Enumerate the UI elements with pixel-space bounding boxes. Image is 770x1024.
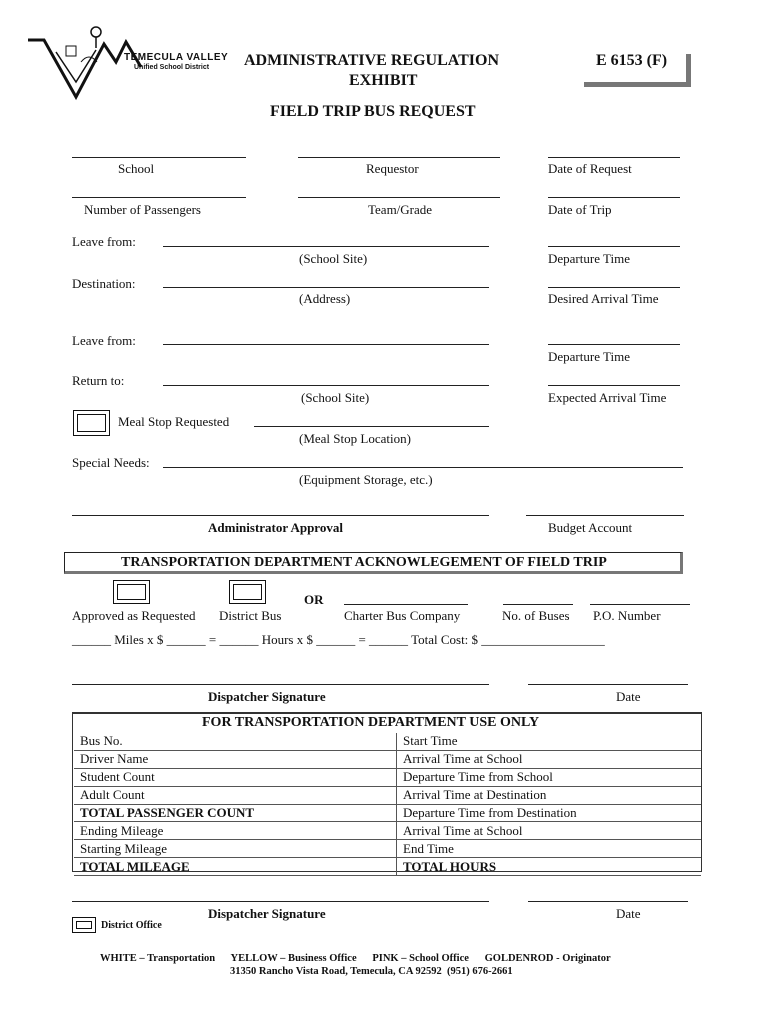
administrator-approval-line[interactable] <box>72 515 489 516</box>
po-number-label: P.O. Number <box>593 608 661 623</box>
school-site-label: (School Site) <box>299 251 368 266</box>
district-office-label: District Office <box>101 920 162 931</box>
no-of-buses-label: No. of Buses <box>502 608 570 623</box>
footer-date-label: Date <box>616 906 641 921</box>
dispatcher-date-label: Date <box>616 689 641 704</box>
table-row <box>74 768 701 786</box>
ending-mileage-cell[interactable]: Ending Mileage <box>74 822 397 840</box>
destination-label: Destination: <box>72 276 136 291</box>
passengers-label: Number of Passengers <box>84 202 201 217</box>
copy-distribution: WHITE – Transportation YELLOW – Business Office PINK – School Office GOLDENROD - Originator <box>100 953 611 964</box>
footer-date-line[interactable] <box>528 901 688 902</box>
departure-time-2-line[interactable] <box>548 344 680 345</box>
team-grade-label: Team/Grade <box>368 202 433 217</box>
leave-from-2-line[interactable] <box>163 344 489 345</box>
code-sidebar <box>686 54 691 87</box>
desired-arrival-line[interactable] <box>548 287 680 288</box>
district-address: 31350 Rancho Vista Road, Temecula, CA 92592 (951) 676-2661 <box>230 966 513 977</box>
school-label: School <box>118 161 155 176</box>
table-row <box>74 786 701 804</box>
budget-account-line[interactable] <box>526 515 684 516</box>
arrival-school-2-cell[interactable]: Arrival Time at School <box>397 822 702 840</box>
table-row <box>74 804 701 822</box>
logo-name: TEMECULA VALLEY <box>124 52 229 63</box>
ack-heading: TRANSPORTATION DEPARTMENT ACKNOWLEGEMENT OF FIELD TRIP <box>121 555 607 570</box>
exhibit-title: EXHIBIT <box>349 72 418 89</box>
meal-stop-label: Meal Stop Requested <box>118 414 230 429</box>
expected-arrival-line[interactable] <box>548 385 680 386</box>
table-row <box>74 750 701 768</box>
desired-arrival-label: Desired Arrival Time <box>548 291 659 306</box>
requestor-line[interactable] <box>298 157 500 158</box>
start-time-cell[interactable]: Start Time <box>397 733 702 750</box>
driver-name-cell[interactable]: Driver Name <box>74 750 397 768</box>
leave-from-2-label: Leave from: <box>72 333 136 348</box>
use-only-table <box>74 733 701 876</box>
bus-no-cell[interactable]: Bus No. <box>74 733 397 750</box>
passengers-line[interactable] <box>72 197 246 198</box>
departure-time-line[interactable] <box>548 246 680 247</box>
starting-mileage-cell[interactable]: Starting Mileage <box>74 840 397 858</box>
regulation-code: E 6153 (F) <box>596 52 668 69</box>
code-underline <box>584 82 690 87</box>
date-of-trip-label: Date of Trip <box>548 202 612 217</box>
logo-subname: Unified School District <box>134 64 210 71</box>
regulation-title: ADMINISTRATIVE REGULATION <box>244 52 499 69</box>
meal-stop-line[interactable] <box>254 426 489 427</box>
team-grade-line[interactable] <box>298 197 500 198</box>
school-site-2-label: (School Site) <box>301 390 370 405</box>
charter-bus-line[interactable] <box>344 604 468 605</box>
expected-arrival-label: Expected Arrival Time <box>548 390 667 405</box>
charter-bus-label: Charter Bus Company <box>344 608 461 623</box>
cost-calculation-line[interactable]: ______ Miles x $ ______ = ______ Hours x $ ______ = ______ Total Cost: $ ___________________ <box>72 632 605 647</box>
meal-stop-location-label: (Meal Stop Location) <box>299 431 411 446</box>
leave-from-label: Leave from: <box>72 234 136 249</box>
district-bus-checkbox[interactable] <box>229 580 266 604</box>
requestor-label: Requestor <box>366 161 419 176</box>
table-row <box>74 840 701 858</box>
table-row <box>74 822 701 840</box>
departure-destination-cell[interactable]: Departure Time from Destination <box>397 804 702 822</box>
adult-count-cell[interactable]: Adult Count <box>74 786 397 804</box>
or-label: OR <box>304 592 324 607</box>
district-logo <box>26 22 229 102</box>
total-passenger-cell[interactable]: TOTAL PASSENGER COUNT <box>74 804 397 822</box>
equipment-storage-label: (Equipment Storage, etc.) <box>299 472 433 487</box>
total-hours-cell[interactable]: TOTAL HOURS <box>397 858 702 876</box>
dispatcher-signature-label: Dispatcher Signature <box>208 689 326 704</box>
departure-school-cell[interactable]: Departure Time from School <box>397 768 702 786</box>
return-to-line[interactable] <box>163 385 489 386</box>
arrival-school-cell[interactable]: Arrival Time at School <box>397 750 702 768</box>
approved-checkbox[interactable] <box>113 580 150 604</box>
district-bus-label: District Bus <box>219 608 282 623</box>
meal-stop-checkbox[interactable] <box>73 410 110 436</box>
date-of-request-label: Date of Request <box>548 161 632 176</box>
special-needs-line[interactable] <box>163 467 683 468</box>
end-time-cell[interactable]: End Time <box>397 840 702 858</box>
footer-signature-line[interactable] <box>72 901 489 902</box>
budget-account-label: Budget Account <box>548 520 633 535</box>
destination-line[interactable] <box>163 287 489 288</box>
school-line[interactable] <box>72 157 246 158</box>
table-row <box>74 733 701 750</box>
date-of-request-line[interactable] <box>548 157 680 158</box>
dispatcher-date-line[interactable] <box>528 684 688 685</box>
address-label: (Address) <box>299 291 351 306</box>
arrival-destination-cell[interactable]: Arrival Time at Destination <box>397 786 702 804</box>
table-row <box>74 858 701 876</box>
departure-time-2-label: Departure Time <box>548 349 630 364</box>
return-to-label: Return to: <box>72 373 125 388</box>
special-needs-label: Special Needs: <box>72 455 150 470</box>
po-number-line[interactable] <box>590 604 690 605</box>
approved-label: Approved as Requested <box>72 608 196 623</box>
leave-from-line[interactable] <box>163 246 489 247</box>
footer-signature-label: Dispatcher Signature <box>208 906 326 921</box>
district-office-checkbox[interactable] <box>72 917 96 933</box>
student-count-cell[interactable]: Student Count <box>74 768 397 786</box>
dispatcher-signature-line[interactable] <box>72 684 489 685</box>
total-mileage-cell[interactable]: TOTAL MILEAGE <box>74 858 397 876</box>
administrator-approval-label: Administrator Approval <box>208 520 343 535</box>
use-only-heading: FOR TRANSPORTATION DEPARTMENT USE ONLY <box>202 715 540 730</box>
date-of-trip-line[interactable] <box>548 197 680 198</box>
form-title: FIELD TRIP BUS REQUEST <box>270 103 476 120</box>
no-of-buses-line[interactable] <box>503 604 573 605</box>
departure-time-label: Departure Time <box>548 251 630 266</box>
